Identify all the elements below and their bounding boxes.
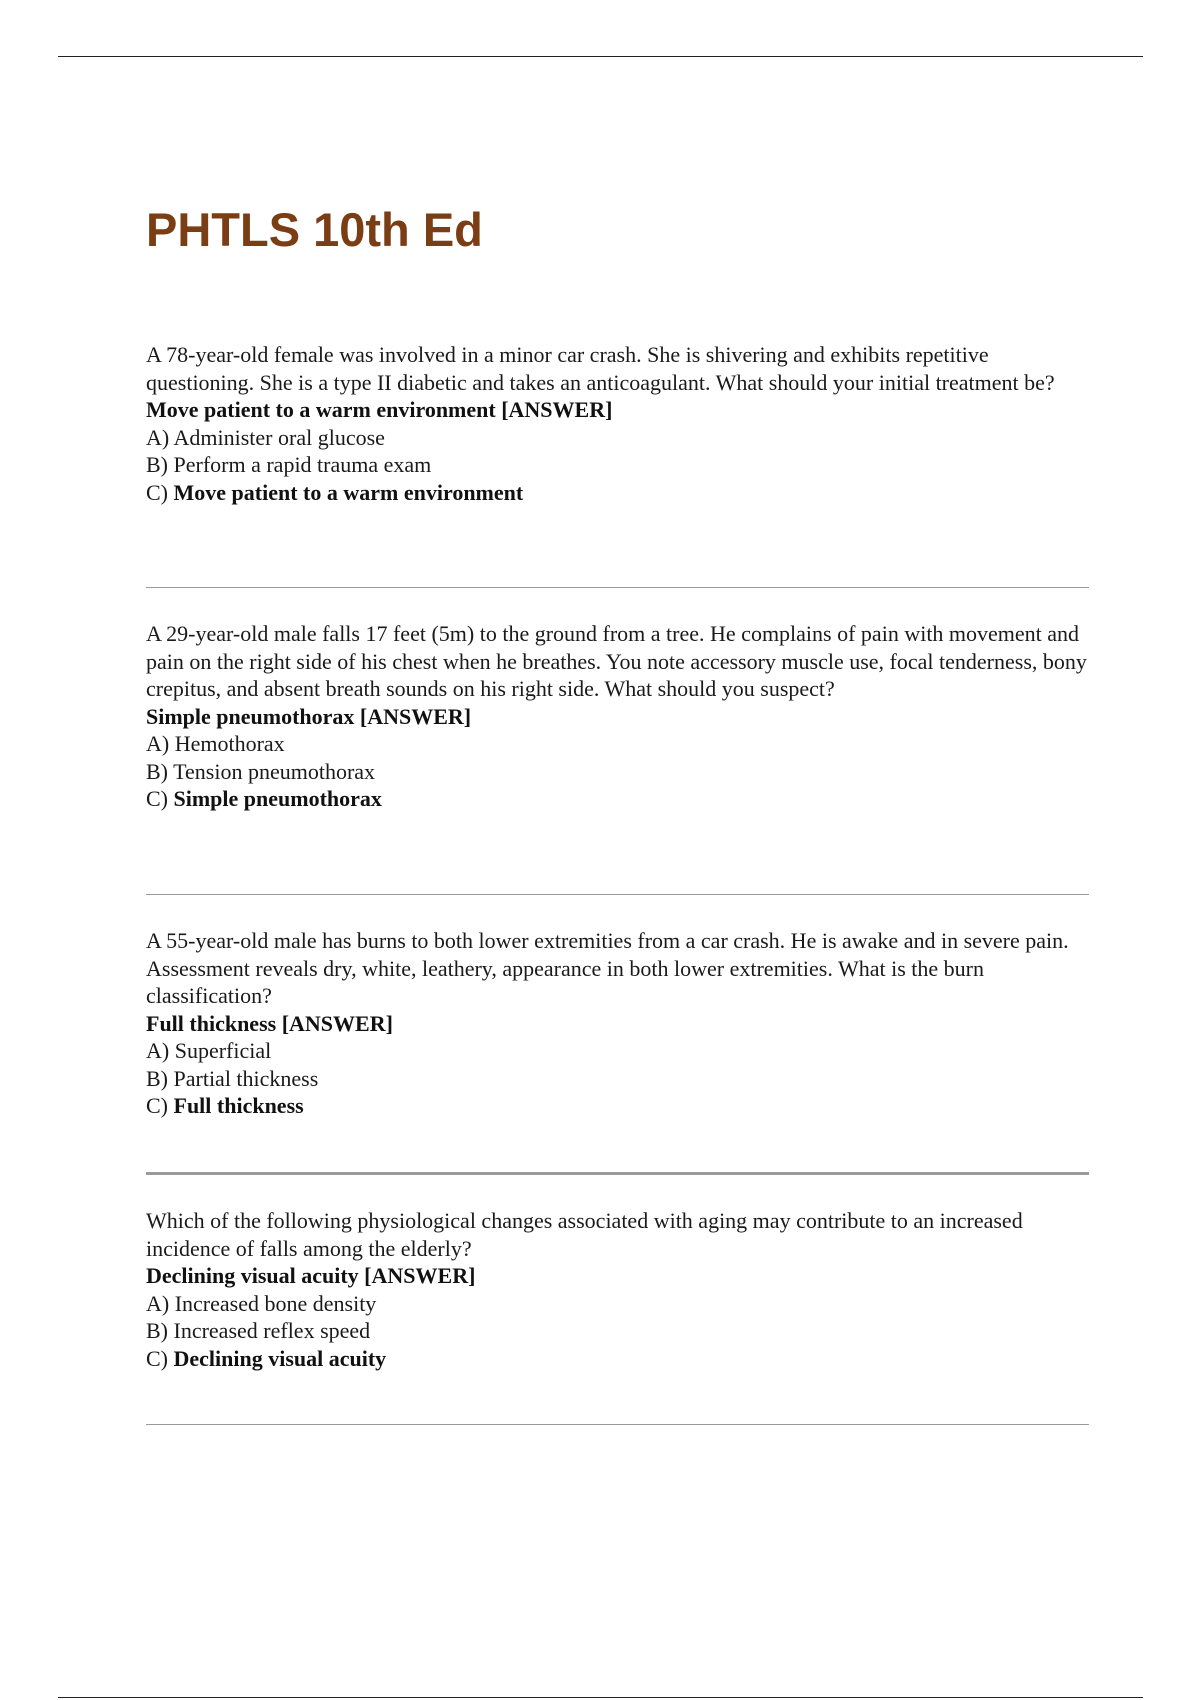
option-item: [146, 730, 1091, 758]
question-text: A 78-year-old female was involved in a minor car crash. She is shivering and exhibits repetitive questioning. She is a type II diabetic and takes an anticoagulant. What should your initial treatment be?: [146, 342, 1055, 395]
question-block-3: [146, 927, 1091, 1120]
section-divider: [146, 1172, 1089, 1175]
correct-option-text: Declining visual acuity: [173, 1345, 387, 1371]
option-text: Tension pneumothorax: [173, 758, 376, 784]
options-list: [146, 730, 1091, 813]
option-letter: C): [146, 1345, 168, 1371]
option-letter: B): [146, 452, 168, 477]
question-text: Which of the following physiological changes associated with aging may contribute to an increased incidence of falls among the elderly?: [146, 1208, 1023, 1261]
option-item: [146, 451, 1091, 479]
section-divider: [146, 1424, 1089, 1425]
question-text: A 55-year-old male has burns to both lower extremities from a car crash. He is awake and in severe pain. Assessment reveals dry, white, leathery, appearance in both lower extremities. What is the burn classification?: [146, 928, 1069, 1008]
option-letter: A): [146, 731, 170, 756]
option-letter: C): [146, 786, 168, 811]
option-text: Perform a rapid trauma exam: [173, 452, 432, 477]
option-text: Increased bone density: [174, 1290, 377, 1316]
options-list: [146, 424, 1091, 507]
options-list: [146, 1037, 1091, 1120]
options-list: [146, 1290, 1091, 1373]
option-text: Partial thickness: [173, 1065, 319, 1091]
question-block-2: [146, 620, 1091, 813]
question-text: A 29-year-old male falls 17 feet (5m) to the ground from a tree. He complains of pain with movement and pain on the right side of his chest when he breathes. You note accessory muscle use, focal tenderness, bony crepitus, and absent breath sounds on his right side. What should you suspect?: [146, 621, 1087, 701]
option-item: [146, 1065, 1091, 1093]
option-text: Administer oral glucose: [173, 424, 385, 450]
option-letter: B): [146, 758, 168, 784]
option-letter: A): [146, 1290, 170, 1316]
answer-line: Move patient to a warm environment [ANSWER]: [146, 397, 613, 422]
section-divider: [146, 587, 1089, 588]
option-item: [146, 1290, 1091, 1318]
question-block-4: [146, 1207, 1091, 1372]
option-letter: A): [146, 424, 170, 450]
option-item: [146, 758, 1091, 786]
option-text: Superficial: [174, 1038, 272, 1063]
option-text: Hemothorax: [174, 731, 285, 756]
correct-option-text: Move patient to a warm environment: [173, 479, 524, 505]
option-text: Increased reflex speed: [173, 1318, 371, 1343]
option-letter: C): [146, 479, 168, 505]
section-divider: [146, 894, 1089, 895]
answer-line: Declining visual acuity [ANSWER]: [146, 1263, 476, 1288]
option-item: [146, 785, 1091, 813]
bottom-divider: [58, 1697, 1143, 1698]
option-letter: A): [146, 1038, 170, 1063]
option-item: [146, 1317, 1091, 1345]
document-title: PHTLS 10th Ed: [146, 203, 483, 256]
option-letter: B): [146, 1065, 168, 1091]
option-letter: C): [146, 1093, 168, 1118]
option-item: [146, 424, 1091, 452]
top-divider: [58, 56, 1143, 57]
correct-option-text: Full thickness: [173, 1093, 304, 1118]
answer-line: Simple pneumothorax [ANSWER]: [146, 703, 472, 729]
option-item: [146, 1345, 1091, 1373]
option-item: [146, 1092, 1091, 1120]
option-item: [146, 1037, 1091, 1065]
correct-option-text: Simple pneumothorax: [173, 786, 382, 811]
option-letter: B): [146, 1318, 168, 1343]
answer-line: Full thickness [ANSWER]: [146, 1010, 393, 1036]
option-item: [146, 479, 1091, 507]
question-block-1: [146, 341, 1091, 506]
